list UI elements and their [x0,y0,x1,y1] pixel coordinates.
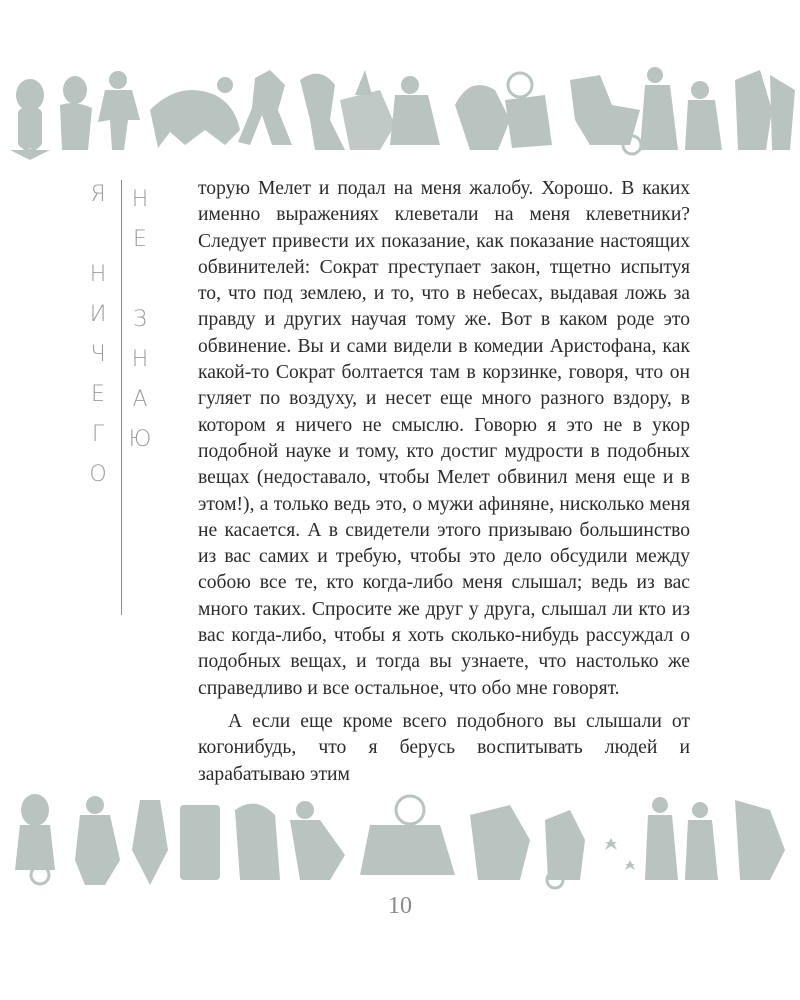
paragraph: А если еще кроме всего подобного вы слышали от когонибудь, что я берусь воспитывать людей и зарабатываю этим [198,710,690,785]
vertical-letter: Н [89,262,107,287]
vertical-letter: Ю [128,427,152,452]
frieze-ornament-icon [0,50,800,160]
vertical-letter: Н [131,187,149,212]
vertical-letter: О [89,462,107,487]
vertical-text-right [120,180,160,460]
vertical-letter: Ч [90,342,106,367]
vertical-letter: Е [91,382,105,407]
vertical-gap [78,215,118,255]
vertical-letter: Н [131,347,149,372]
body-text [198,176,690,788]
vertical-text-left [78,175,118,495]
paragraph: торую Мелет и подал на меня жалобу. Хорошо. В каких именно выражениях клеветали на меня клеветники? Следует привести их показание, как показание настоящих обвинителей: Сократ преступает закон, тщетно испытуя то, что под землею, и то, что в небесах, выдавая ложь за правду и других научая тому же. Вот в каком роде это обвинение. Вы и сами видели в комедии Аристофана, как какой-то Сократ болтается там в корзинке, говоря, что он гуляет по воздуху, и несет еще много разного вздору, в котором я ничего не смыслю. Говорю я это не в укор подобной науке и тому, кто достиг мудрости в подобных вещах (недоставало, чтобы Мелет обвинил меня еще и в этом!), а только ведь это, о мужи афиняне, нисколько меня не касается. А в свидетели этого призываю большинство из вас самих и требую, чтобы это дело обсудили между собою все те, кто когда-либо меня слышал; ведь из вас много таких. Спросите же друг у друга, слышал ли кто из вас когда-либо, чтобы я хоть сколько-нибудь рассуждал о подобных вещах, и тогда вы узнаете, что настолько же справедливо и все остальное, что обо мне говорят. [198,178,690,699]
page-number: 10 [388,893,412,919]
vertical-letter: Е [133,227,147,252]
vertical-letter: А [132,387,148,412]
frieze-ornament-icon [0,780,800,890]
vertical-letter: И [89,302,107,327]
vertical-letter: Г [91,422,105,447]
vertical-letter: З [133,307,147,332]
vertical-letter: Я [90,182,106,207]
top-decorative-frieze [0,50,800,160]
vertical-gap [120,260,160,300]
bottom-decorative-frieze [0,780,800,890]
